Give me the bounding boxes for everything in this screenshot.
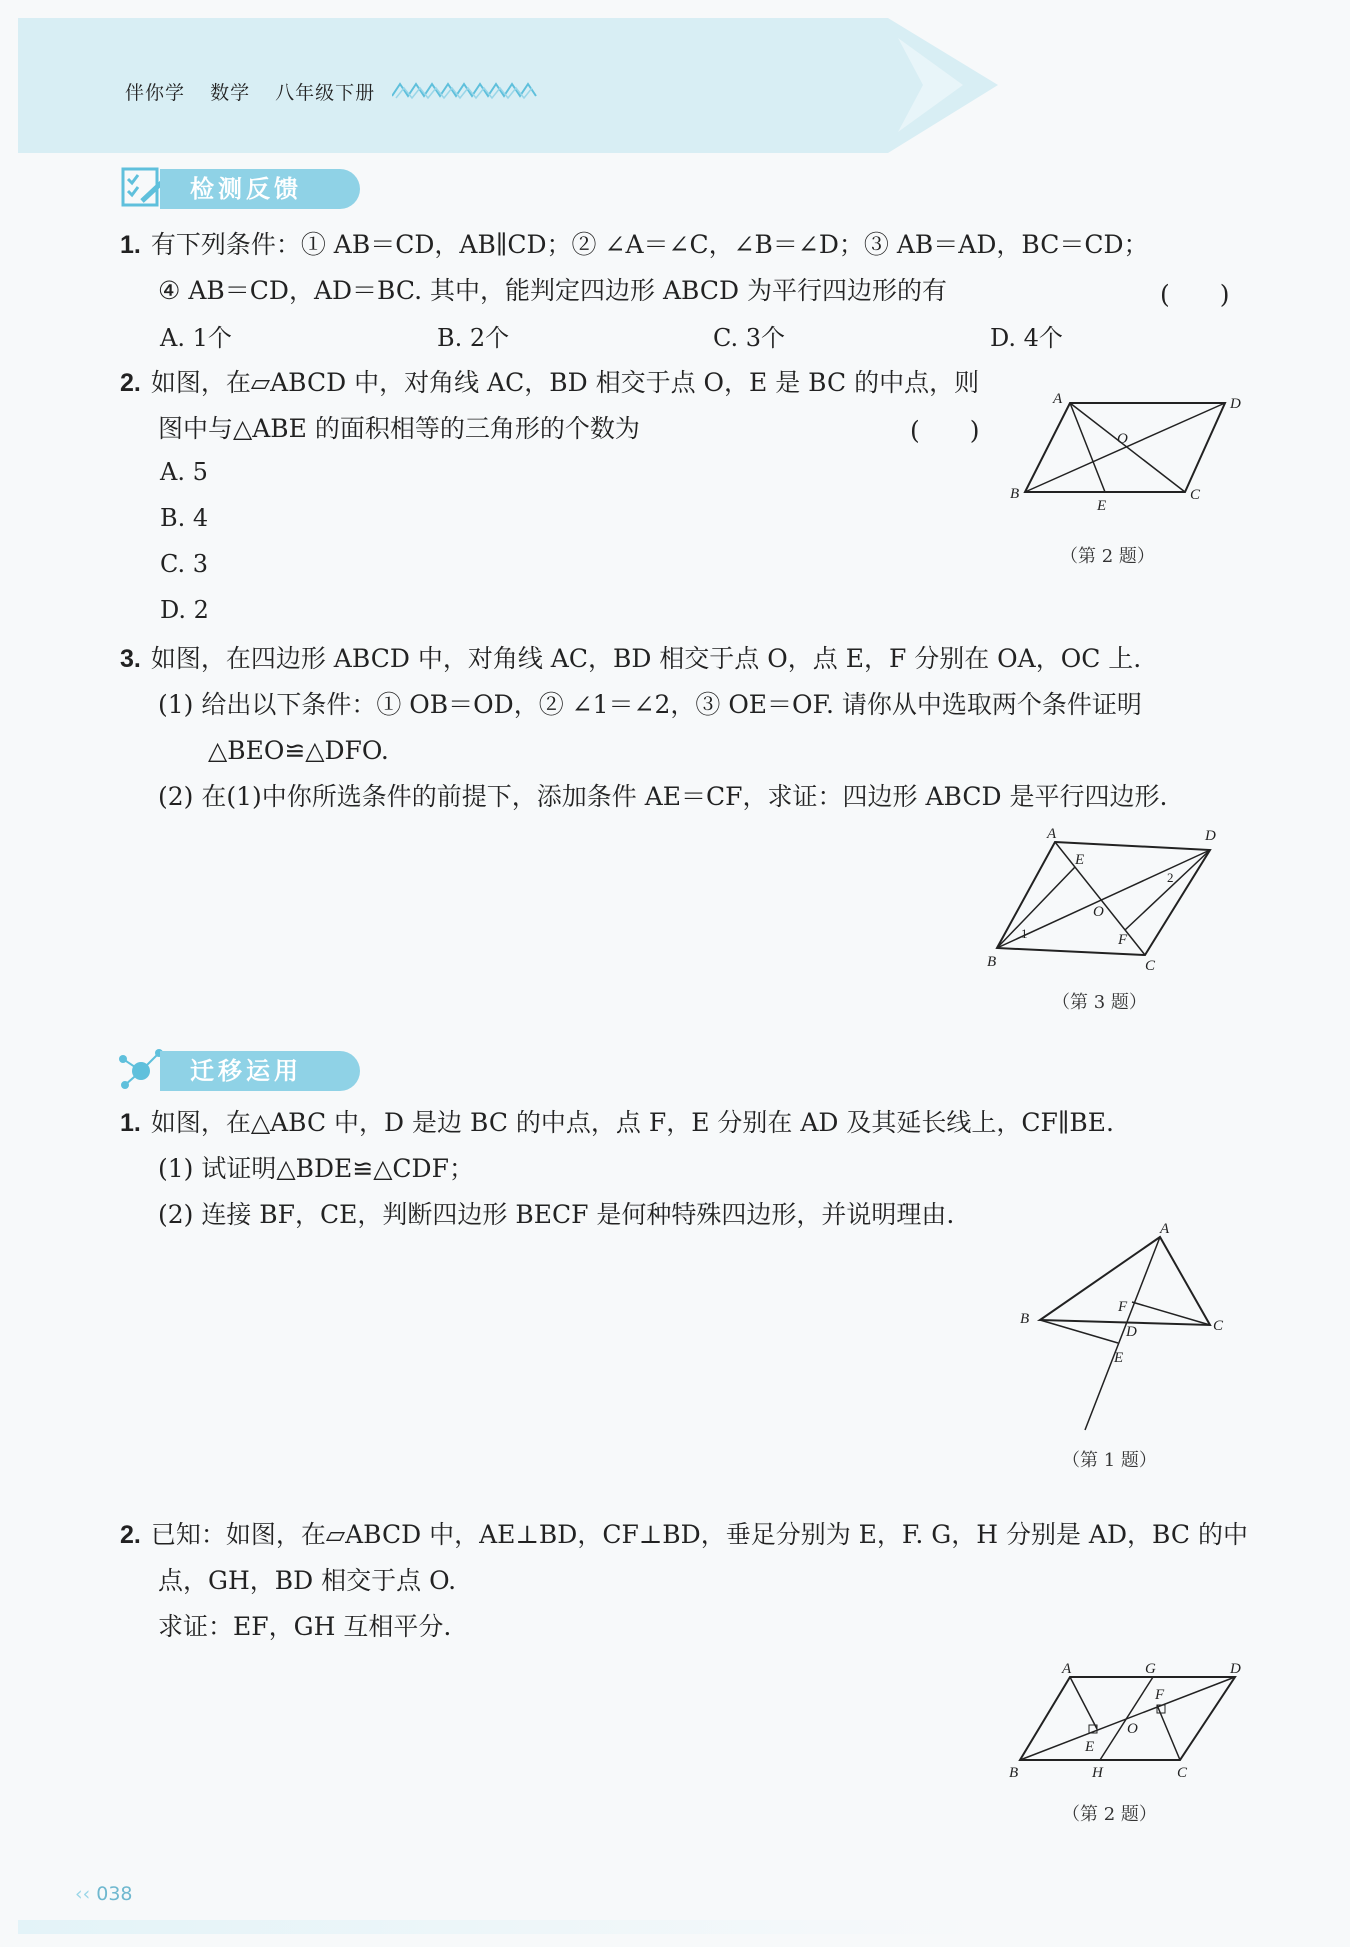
svg-text:E: E [1075,852,1085,868]
svg-text:A: A [1062,1661,1072,1677]
svg-text:F: F [1155,1687,1165,1703]
figure-triangle-t1 [1010,1215,1230,1435]
header-wave-icon [392,80,537,100]
svg-text:B: B [1009,1765,1019,1781]
svg-text:G: G [1145,1661,1156,1677]
section-feedback-label: 检测反馈 [190,175,302,203]
arrow-icon: ‹‹ [75,1883,97,1905]
q-number: 3. [120,645,141,673]
figure-caption: （第 3 题） [1052,992,1147,1013]
svg-text:D: D [1230,1661,1241,1677]
svg-text:O: O [1117,431,1128,447]
transfer-q1 [120,1100,1114,1238]
figure-caption: （第 2 题） [1060,546,1155,567]
svg-text:C: C [1177,1765,1188,1781]
svg-text:H: H [1092,1765,1103,1781]
q-text: 求证：EF，GH 互相平分. [158,1612,452,1641]
feedback-q3 [120,636,1167,820]
q-text: 点，GH，BD 相交于点 O. [158,1566,457,1595]
svg-text:1: 1 [1021,926,1028,941]
q-number: 2. [120,1521,141,1549]
q-text: 如图，在△ABC 中，D 是边 BC 的中点，点 F，E 分别在 AD 及其延长线上，CF∥BE. [150,1108,1114,1137]
page-number: 038 [96,1883,133,1905]
figure-caption: （第 2 题） [1062,1804,1157,1825]
svg-text:O: O [1093,904,1104,920]
option-d: D. 2 [160,596,209,624]
q-text: 图中与△ABE 的面积相等的三角形的个数为 [158,414,640,443]
svg-text:B: B [1020,1311,1030,1327]
svg-text:B: B [987,954,997,970]
answer-paren: ( ) [910,416,980,445]
page-footer [75,1883,133,1905]
svg-text:D: D [1126,1324,1137,1340]
svg-text:E: E [1114,1350,1124,1366]
q-text: (1) 试证明△BDE≌△CDF； [158,1154,474,1183]
option-a: A. 5 [160,458,208,486]
header-title [125,78,393,105]
q-text: ④ AB＝CD，AD＝BC. 其中，能判定四边形 ABCD 为平行四边形的有 [158,276,947,305]
grade-name: 八年级下册 [275,82,376,104]
option-d: D. 4个 [990,324,1063,352]
footer-band [18,1920,978,1934]
svg-text:F: F [1118,932,1128,948]
q-text: (2) 连接 BF，CE，判断四边形 BECF 是何种特殊四边形，并说明理由. [158,1200,955,1229]
svg-text:A: A [1053,391,1063,407]
subject-name: 数学 [210,82,251,104]
series-name: 伴你学 [125,82,186,104]
figure-parallelogram-t2 [1005,1655,1250,1790]
svg-text:O: O [1127,1721,1138,1737]
option-b: B. 2个 [437,324,510,352]
svg-text:2: 2 [1167,870,1174,885]
q-text: 已知：如图，在▱ABCD 中，AE⊥BD，CF⊥BD，垂足分别为 E，F. G，H 分别是 AD，BC 的中 [150,1520,1248,1549]
option-a: A. 1个 [160,324,232,352]
svg-text:C: C [1213,1318,1224,1334]
svg-text:D: D [1230,396,1241,412]
q-text: (2) 在(1)中你所选条件的前提下，添加条件 AE＝CF，求证：四边形 ABCD 是平行四边形. [158,782,1168,811]
svg-text:A: A [1160,1221,1170,1237]
section-transfer [115,1045,360,1089]
svg-text:F: F [1118,1299,1128,1315]
option-b: B. 4 [160,504,209,532]
svg-text:C: C [1145,958,1156,974]
figure-parallelogram-q2 [1005,385,1255,515]
q-text: 有下列条件：① AB＝CD，AB∥CD；② ∠A＝∠C，∠B＝∠D；③ AB＝AD，BC＝CD； [150,230,1149,259]
q-text: 如图，在四边形 ABCD 中，对角线 AC，BD 相交于点 O，点 E，F 分别在 OA，OC 上. [150,644,1142,673]
option-c: C. 3 [160,550,209,578]
svg-text:A: A [1047,826,1057,842]
option-c: C. 3个 [713,324,786,352]
q-text: (1) 给出以下条件：① OB＝OD，② ∠1＝∠2，③ OE＝OF. 请你从中选取两个条件证明 [158,690,1142,719]
q-text: 如图，在▱ABCD 中，对角线 AC，BD 相交于点 O，E 是 BC 的中点，则 [150,368,980,397]
q-number: 1. [120,231,141,259]
svg-text:D: D [1205,828,1216,844]
figure-caption: （第 1 题） [1062,1450,1157,1471]
feedback-q1 [120,222,1149,314]
q-text: △BEO≌△DFO. [208,736,389,765]
svg-text:B: B [1010,486,1020,502]
q-number: 1. [120,1109,141,1137]
transfer-q2 [120,1512,1248,1650]
svg-text:E: E [1097,498,1107,514]
svg-text:C: C [1190,487,1201,503]
feedback-q2 [120,360,979,452]
q-number: 2. [120,369,141,397]
section-feedback [120,165,360,209]
svg-text:E: E [1085,1739,1095,1755]
section-transfer-label: 迁移运用 [190,1057,302,1085]
answer-paren: ( ) [1160,280,1230,309]
figure-quadrilateral-q3 [975,820,1230,975]
